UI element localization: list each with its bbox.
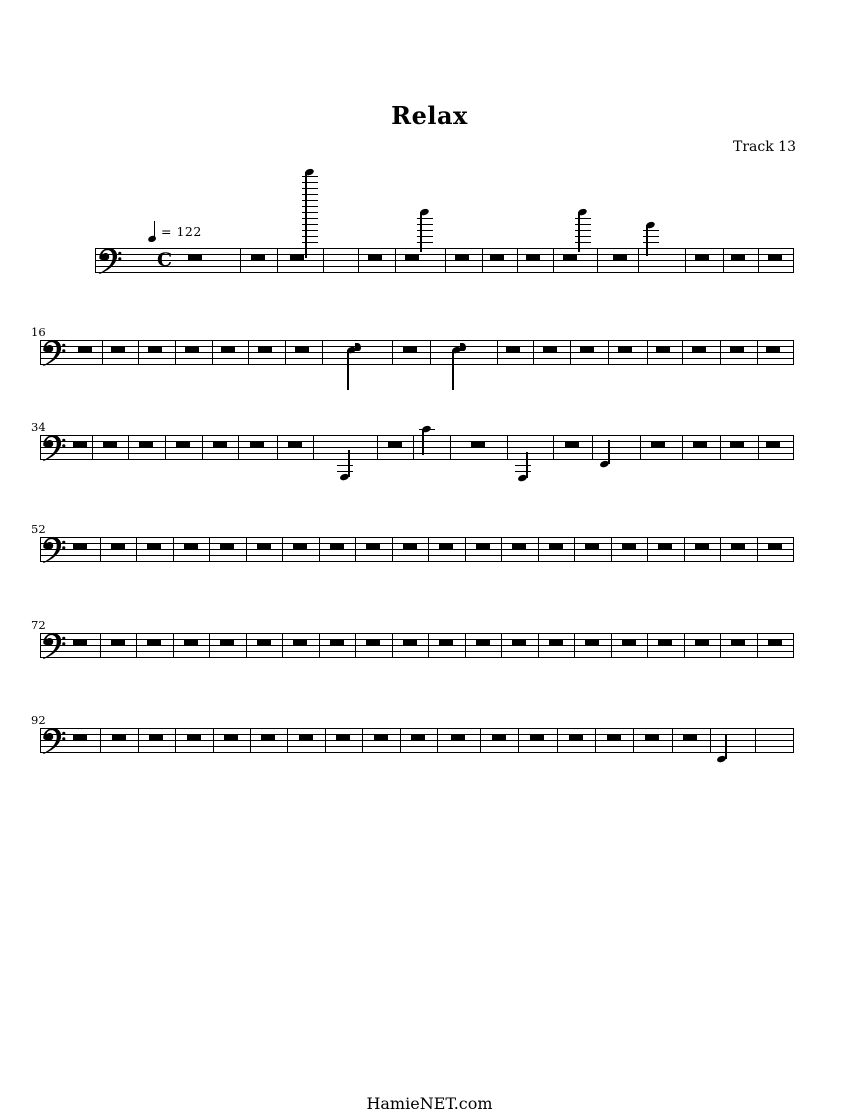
barline (465, 537, 466, 562)
whole-rest (330, 543, 344, 549)
barline (592, 435, 593, 460)
whole-rest (476, 543, 490, 549)
ledger-line (575, 236, 591, 237)
barline (720, 340, 721, 365)
whole-rest (403, 346, 417, 352)
notehead (421, 424, 432, 433)
whole-rest (692, 346, 706, 352)
whole-rest (139, 441, 153, 447)
barline (482, 248, 483, 273)
notehead (577, 207, 588, 216)
barline (647, 340, 648, 365)
whole-rest (111, 346, 125, 352)
barline (720, 435, 721, 460)
barline (793, 633, 794, 658)
bass-clef-icon (41, 631, 66, 660)
barline (212, 340, 213, 365)
whole-rest (656, 346, 670, 352)
whole-rest (695, 639, 709, 645)
whole-rest (405, 254, 419, 260)
barline (413, 435, 414, 460)
ledger-line (575, 230, 591, 231)
barline (684, 537, 685, 562)
whole-rest (768, 543, 782, 549)
barline (377, 435, 378, 460)
barline (682, 435, 683, 460)
measure-number: 16 (31, 325, 46, 339)
bass-clef-icon (97, 246, 122, 275)
staff-line (40, 645, 794, 646)
measure-number: 72 (31, 618, 46, 632)
bass-clef-icon (41, 338, 66, 367)
whole-rest (645, 734, 659, 740)
barline (173, 537, 174, 562)
whole-rest (731, 639, 745, 645)
barline (647, 633, 648, 658)
ledger-line (643, 236, 659, 237)
ledger-line (643, 242, 659, 243)
barline (437, 728, 438, 753)
barline (428, 537, 429, 562)
barline (246, 537, 247, 562)
barline (465, 633, 466, 658)
barline (355, 633, 356, 658)
barline (710, 728, 711, 753)
barline (445, 248, 446, 273)
ledger-line (417, 242, 433, 243)
whole-rest (73, 441, 87, 447)
note-stem (347, 350, 348, 390)
note-stem (608, 440, 609, 464)
whole-rest (147, 639, 161, 645)
barline (553, 248, 554, 273)
whole-rest (403, 543, 417, 549)
measure-number: 52 (31, 522, 46, 536)
barline (518, 728, 519, 753)
whole-rest (607, 734, 621, 740)
barline (538, 633, 539, 658)
whole-rest (220, 639, 234, 645)
whole-rest (768, 639, 782, 645)
whole-rest (683, 734, 697, 740)
barline (640, 435, 641, 460)
barline (723, 248, 724, 273)
barline (507, 435, 508, 460)
barline (497, 340, 498, 365)
whole-rest (111, 639, 125, 645)
barline (100, 728, 101, 753)
whole-rest (250, 441, 264, 447)
whole-rest (439, 543, 453, 549)
barline (553, 435, 554, 460)
staff-line (40, 651, 794, 652)
barline (319, 537, 320, 562)
note-stem (526, 452, 527, 478)
eighth-flag-icon (355, 343, 361, 351)
whole-rest (439, 639, 453, 645)
whole-rest (103, 441, 117, 447)
whole-rest (693, 441, 707, 447)
whole-rest (290, 254, 304, 260)
whole-rest (258, 346, 272, 352)
whole-rest (731, 543, 745, 549)
staff-line (40, 435, 794, 436)
whole-rest (149, 734, 163, 740)
barline (400, 728, 401, 753)
ledger-line (302, 182, 318, 183)
barline (248, 340, 249, 365)
staff-line (40, 352, 794, 353)
whole-rest (490, 254, 504, 260)
whole-rest (147, 543, 161, 549)
ledger-line (302, 230, 318, 231)
barline (758, 435, 759, 460)
ledger-line (302, 212, 318, 213)
barline (136, 537, 137, 562)
barline (757, 537, 758, 562)
barline (758, 248, 759, 273)
barline (538, 537, 539, 562)
whole-rest (695, 254, 709, 260)
whole-rest (366, 639, 380, 645)
barline (428, 633, 429, 658)
barline (282, 633, 283, 658)
whole-rest (374, 734, 388, 740)
eighth-flag-icon (460, 343, 466, 351)
whole-rest (543, 346, 557, 352)
tempo-note-stem-icon (154, 221, 155, 238)
whole-rest (658, 543, 672, 549)
barline (100, 537, 101, 562)
staff-line (40, 364, 794, 365)
barline (209, 633, 210, 658)
staff-line (40, 728, 794, 729)
whole-rest (411, 734, 425, 740)
barline (202, 435, 203, 460)
whole-rest (111, 543, 125, 549)
whole-rest (476, 639, 490, 645)
whole-rest (188, 254, 202, 260)
whole-rest (330, 639, 344, 645)
whole-rest (730, 441, 744, 447)
staff-line (40, 740, 794, 741)
barline (430, 340, 431, 365)
note-stem (422, 429, 423, 455)
barline (557, 728, 558, 753)
barline (322, 340, 323, 365)
whole-rest (565, 441, 579, 447)
staff-line (40, 549, 794, 550)
whole-rest (112, 734, 126, 740)
barline (92, 435, 93, 460)
barline (720, 537, 721, 562)
staff-line (40, 358, 794, 359)
whole-rest (78, 346, 92, 352)
staff-line (40, 657, 794, 658)
barline (358, 248, 359, 273)
barline (102, 340, 103, 365)
ledger-line (302, 188, 318, 189)
barline (533, 340, 534, 365)
whole-rest (220, 543, 234, 549)
barline (282, 537, 283, 562)
barline (319, 633, 320, 658)
measure-number: 92 (31, 713, 46, 727)
barline (793, 537, 794, 562)
ledger-line (643, 230, 659, 231)
ledger-line (417, 236, 433, 237)
ledger-line (337, 471, 353, 472)
barline (165, 435, 166, 460)
whole-rest (73, 639, 87, 645)
whole-rest (185, 346, 199, 352)
barline (250, 728, 251, 753)
staff-line (40, 453, 794, 454)
whole-rest (492, 734, 506, 740)
barline (608, 340, 609, 365)
whole-rest (257, 639, 271, 645)
whole-rest (176, 441, 190, 447)
barline (611, 633, 612, 658)
barline (517, 248, 518, 273)
whole-rest (213, 441, 227, 447)
whole-rest (336, 734, 350, 740)
barline (175, 728, 176, 753)
whole-rest (293, 543, 307, 549)
barline (213, 728, 214, 753)
whole-rest (293, 639, 307, 645)
ledger-line (302, 200, 318, 201)
page-title: Relax (391, 101, 468, 130)
whole-rest (299, 734, 313, 740)
staff-line (40, 561, 794, 562)
whole-rest (549, 639, 563, 645)
barline (128, 435, 129, 460)
note-stem (578, 212, 579, 252)
barline (501, 537, 502, 562)
ledger-line (302, 206, 318, 207)
whole-rest (451, 734, 465, 740)
barline (597, 248, 598, 273)
note-stem (420, 212, 421, 252)
whole-rest (184, 639, 198, 645)
barline (647, 537, 648, 562)
barline (287, 728, 288, 753)
barline (755, 728, 756, 753)
ledger-line (302, 176, 318, 177)
whole-rest (730, 346, 744, 352)
whole-rest (403, 639, 417, 645)
staff-line (40, 633, 794, 634)
barline (793, 248, 794, 273)
barline (138, 340, 139, 365)
ledger-line (575, 242, 591, 243)
barline (240, 248, 241, 273)
staff-line (40, 746, 794, 747)
whole-rest (512, 543, 526, 549)
barline (175, 340, 176, 365)
barline (285, 340, 286, 365)
barline (277, 435, 278, 460)
barline (392, 537, 393, 562)
staff-line (40, 459, 794, 460)
ledger-line (515, 465, 531, 466)
whole-rest (651, 441, 665, 447)
barline (313, 435, 314, 460)
whole-rest (224, 734, 238, 740)
ledger-line (337, 465, 353, 466)
barline (362, 728, 363, 753)
whole-rest (585, 639, 599, 645)
bass-clef-icon (41, 433, 66, 462)
barline (392, 633, 393, 658)
whole-rest (618, 346, 632, 352)
note-stem (725, 735, 726, 759)
barline (100, 633, 101, 658)
barline (209, 537, 210, 562)
notehead (419, 207, 430, 216)
whole-rest (251, 254, 265, 260)
whole-rest (569, 734, 583, 740)
barline (720, 633, 721, 658)
whole-rest (580, 346, 594, 352)
staff-line (40, 340, 794, 341)
barline (501, 633, 502, 658)
whole-rest (187, 734, 201, 740)
staff-line (40, 441, 794, 442)
whole-rest (506, 346, 520, 352)
barline (136, 633, 137, 658)
ledger-line (575, 218, 591, 219)
notehead (645, 220, 656, 229)
whole-rest (766, 441, 780, 447)
whole-rest (288, 441, 302, 447)
whole-rest (148, 346, 162, 352)
barline (611, 537, 612, 562)
ledger-line (302, 236, 318, 237)
barline (173, 633, 174, 658)
whole-rest (73, 734, 87, 740)
ledger-line (302, 218, 318, 219)
ledger-line (417, 218, 433, 219)
barline (672, 728, 673, 753)
whole-rest (184, 543, 198, 549)
whole-rest (622, 639, 636, 645)
whole-rest (368, 254, 382, 260)
barline (325, 728, 326, 753)
whole-rest (366, 543, 380, 549)
ledger-line (417, 230, 433, 231)
barline (793, 340, 794, 365)
whole-rest (766, 346, 780, 352)
barline (277, 248, 278, 273)
barline (238, 435, 239, 460)
barline (480, 728, 481, 753)
ledger-line (302, 194, 318, 195)
barline (638, 248, 639, 273)
barline (793, 728, 794, 753)
barline (682, 340, 683, 365)
whole-rest (585, 543, 599, 549)
barline (633, 728, 634, 753)
whole-rest (695, 543, 709, 549)
whole-rest (471, 441, 485, 447)
whole-rest (526, 254, 540, 260)
whole-rest (512, 639, 526, 645)
barline (450, 435, 451, 460)
ledger-line (302, 224, 318, 225)
barline (574, 537, 575, 562)
barline (570, 340, 571, 365)
note-stem (452, 350, 453, 390)
whole-rest (388, 441, 402, 447)
whole-rest (530, 734, 544, 740)
track-label: Track 13 (733, 139, 796, 155)
ledger-line (575, 224, 591, 225)
barline (685, 248, 686, 273)
bass-clef-icon (41, 535, 66, 564)
whole-rest (261, 734, 275, 740)
whole-rest (613, 254, 627, 260)
note-stem (305, 172, 306, 258)
measure-number: 34 (31, 420, 46, 434)
note-stem (348, 450, 349, 477)
ledger-line (302, 242, 318, 243)
whole-rest (73, 543, 87, 549)
whole-rest (622, 543, 636, 549)
site-footer: HamieNET.com (366, 1094, 493, 1111)
barline (138, 728, 139, 753)
whole-rest (295, 346, 309, 352)
whole-rest (455, 254, 469, 260)
whole-rest (549, 543, 563, 549)
barline (574, 633, 575, 658)
barline (395, 248, 396, 273)
whole-rest (768, 254, 782, 260)
bass-clef-icon (41, 726, 66, 755)
barline (392, 340, 393, 365)
barline (793, 435, 794, 460)
time-signature: C (157, 249, 173, 271)
whole-rest (731, 254, 745, 260)
whole-rest (563, 254, 577, 260)
barline (323, 248, 324, 273)
barline (595, 728, 596, 753)
staff-line (40, 447, 794, 448)
whole-rest (257, 543, 271, 549)
ledger-line (417, 224, 433, 225)
tempo-text: = 122 (161, 224, 202, 239)
barline (355, 537, 356, 562)
staff-line (40, 752, 794, 753)
barline (684, 633, 685, 658)
ledger-line (515, 471, 531, 472)
barline (757, 340, 758, 365)
staff-line (40, 555, 794, 556)
staff-line (40, 537, 794, 538)
note-stem (646, 225, 647, 256)
barline (246, 633, 247, 658)
whole-rest (221, 346, 235, 352)
whole-rest (658, 639, 672, 645)
barline (757, 633, 758, 658)
